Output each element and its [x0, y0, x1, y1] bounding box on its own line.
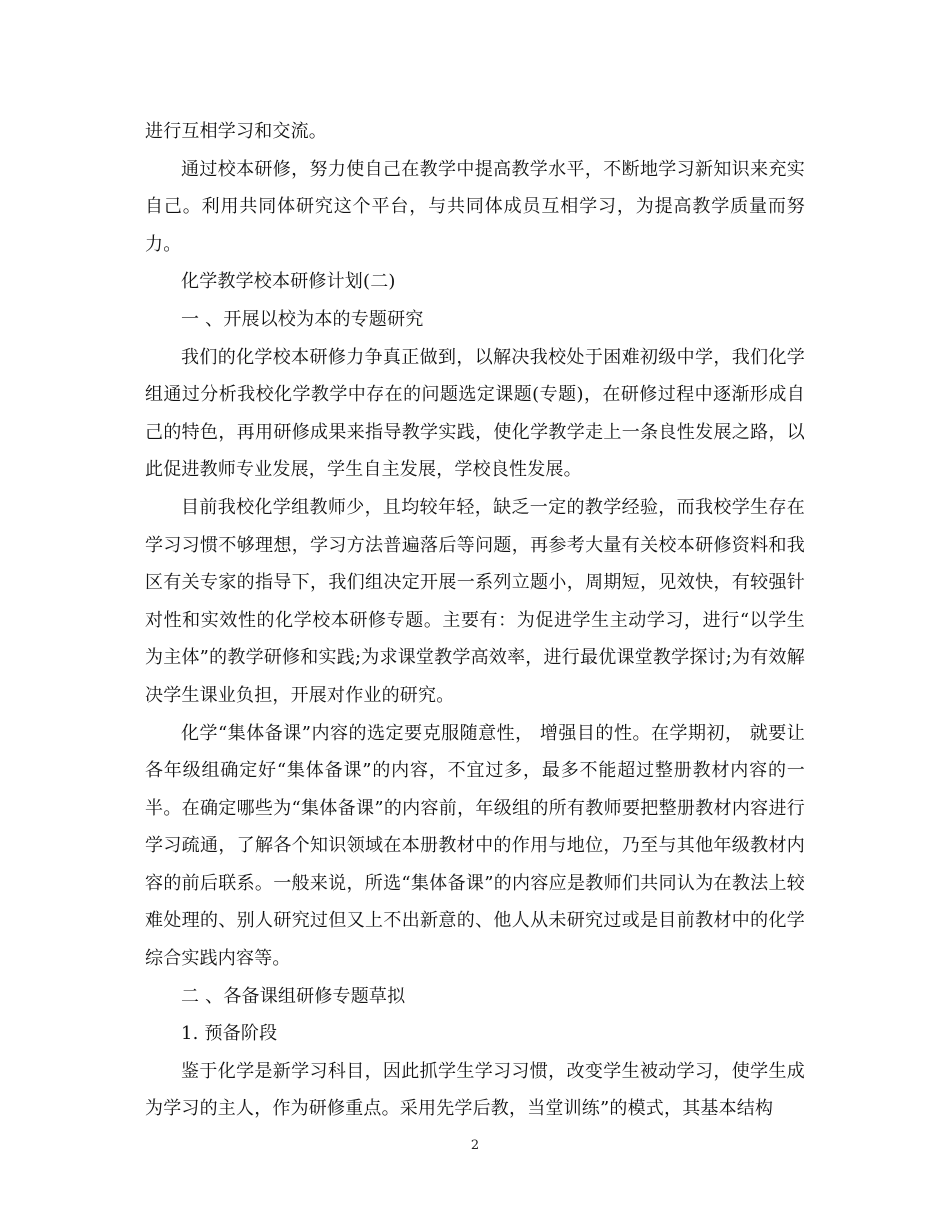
paragraph-self-improvement: 通过校本研修，努力使自己在教学中提高教学水平，不断地学习新知识来充实自己。利用共同体研究这个平台，与共同体成员互相学习，为提高教学质量而努力。 — [145, 158, 805, 255]
document-body — [145, 113, 805, 1128]
section-title: 化学教学校本研修计划(二) — [181, 271, 396, 293]
heading-lesson-group-topics: 二 、各备课组研修专题草拟 — [181, 985, 406, 1007]
heading-school-based-research: 一 、开展以校为本的专题研究 — [181, 308, 424, 330]
paragraph-collective-lesson-prep: 化学“集体备课”内容的选定要克服随意性， 增强目的性。在学期初， 就要让各年级组确定好“集体备课”的内容，不宜过多，最多不能超过整册教材内容的一半。在确定哪些为“集体备课”的内容前，年级组的所有教师要把整册教材内容进行学习疏通，了解各个知识领域在本册教材中的作用与地位，乃至与其他年级教材内容的前后联系。一般来说，所选“集体备课”的内容应是教师们共同认为在教法上较难处理的、别人研究过但又上不出新意的、他人从未研究过或是目前教材中的化学综合实践内容等。 — [145, 722, 805, 970]
paragraph-research-goal: 我们的化学校本研修力争真正做到，以解决我校处于困难初级中学，我们化学组通过分析我校化学教学中存在的问题选定课题(专题)，在研修过程中逐渐形成自己的特色，再用研修成果来指导教学实践，使化学教学走上一条良性发展之路，以此促进教师专业发展，学生自主发展，学校良性发展。 — [145, 346, 805, 481]
heading-preparation-stage: 1. 预备阶段 — [181, 1023, 278, 1045]
paragraph-current-situation: 目前我校化学组教师少，且均较年轻，缺乏一定的教学经验，而我校学生存在学习习惯不够理想，学习方法普遍落后等问题，再参考大量有关校本研修资料和我区有关专家的指导下，我们组决定开展一系列立题小，周期短，见效快，有较强针对性和实效性的化学校本研修专题。主要有：为促进学生主动学习，进行“以学生为主体”的教学研修和实践;为求课堂教学高效率，进行最优课堂教学探讨;为有效解决学生课业负担，开展对作业的研究。 — [145, 496, 805, 706]
page-number: 2 — [470, 1138, 480, 1153]
paragraph-continuation: 进行互相学习和交流。 — [145, 121, 327, 142]
paragraph-preparation-details: 鉴于化学是新学习科目，因此抓学生学习习惯，改变学生被动学习，使学生成为学习的主人，作为研修重点。采用先学后教，当堂训练”的模式，其基本结构 — [145, 1060, 805, 1120]
